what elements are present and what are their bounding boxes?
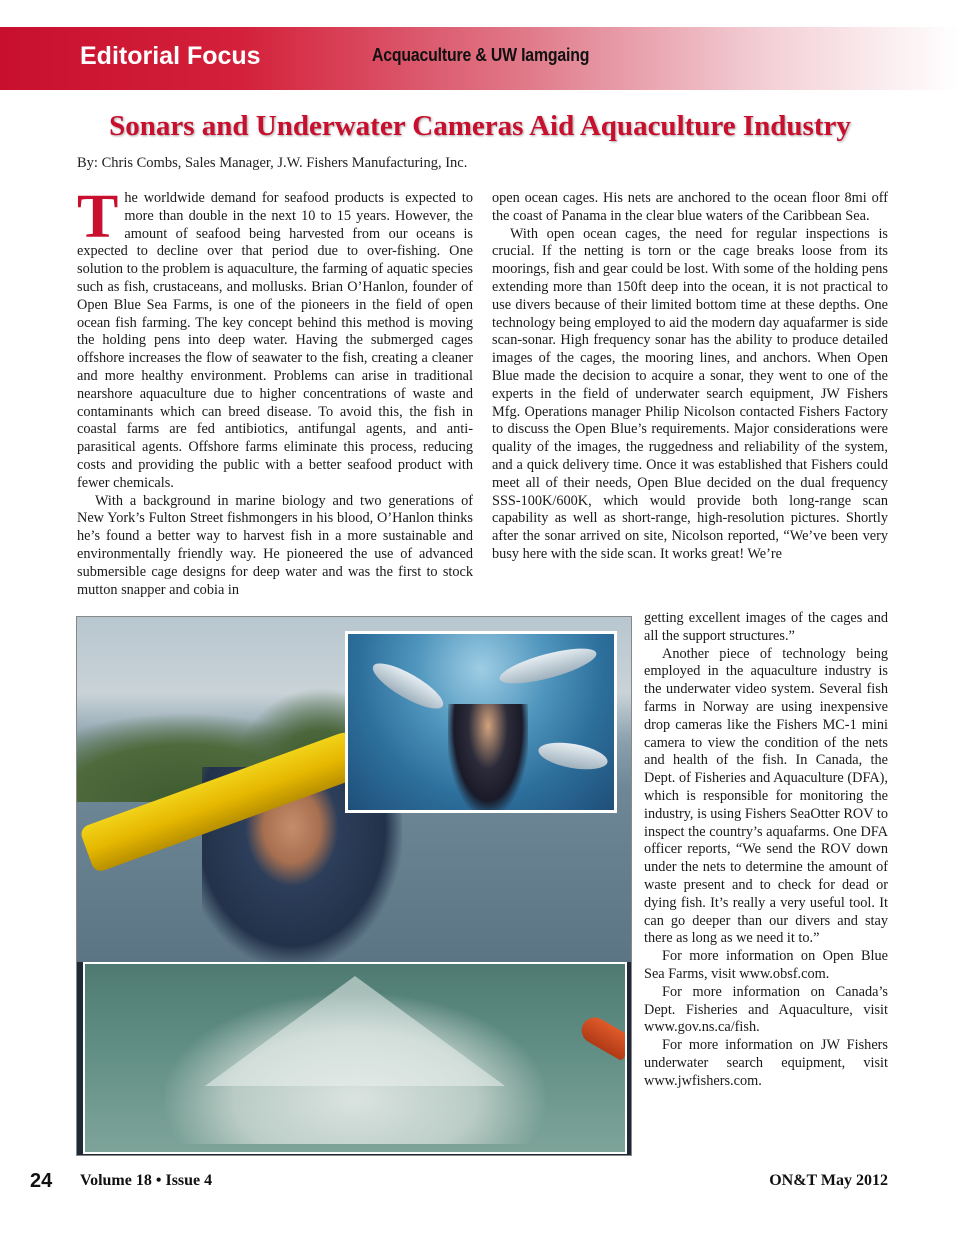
article-column-3	[644, 610, 888, 1150]
paragraph: Another piece of technology being employed in the aquaculture industry is the underwater video system. Several fish farms in Norway are using inexpensive drop cameras like the Fishers MC-1 mini camera to view the condition of the nets and health of the fish. In Canada, the Dept. of Fisheries and Aquaculture (DFA), which is responsible for monitoring the industry, is using Fishers SeaOtter ROV to inspect the country’s aquafarms. One DFA officer reports, “We send the ROV down under the nets to determine the amount of waste present and to check for dead or dying fish. It’s really a very useful tool. It can go deeper than our divers and stay there as long as we need it to.”	[644, 645, 888, 947]
paragraph: With a background in marine biology and two generations of New York’s Fulton Street fishmongers in his blood, O’Hanlon thinks he’s found a better way to harvest fish in a more sustainable and environmentally friendly way. He pioneered the use of advanced submersible cage designs for deep water and was the first to stock mutton snapper and cobia in	[77, 492, 473, 598]
photo-fish-pen-cage	[83, 962, 627, 1154]
photo-boat	[577, 1013, 627, 1062]
footer-volume: Volume 18 • Issue 4	[80, 1172, 213, 1189]
paragraph: getting excellent images of the cages and all the support structures.”	[644, 610, 888, 644]
section-topic: Acquaculture & UW Iamgaing	[372, 45, 590, 65]
page-number: 24	[30, 1170, 53, 1192]
paragraph: With open ocean cages, the need for regular inspections is crucial. If the netting is torn or the cage breaks loose from its moorings, fish and gear could be lost. With some of the holding pens extending more than 150ft deep into the ocean, it is not practical to use divers because of their limited bottom time at these depths. One technology being employed to aid the modern day aquafarmer is side scan-sonar. High frequency sonar has the ability to produce detailed images of the cages, the mooring lines, and anchors. When Open Blue made the decision to acquire a sonar, they went to one of the experts in the field of underwater search equipment, JW Fishers Mfg. Operations manager Philip Nicolson contacted Fishers Factory to discuss the Open Blue’s requirements. Major considerations were quality of the images, the ruggedness and reliability of the system, and a quick delivery time. Once it was established that Fishers could meet all of their needs, Open Blue decided on the dual frequency SSS-100K/600K, which would provide both long-range scan capability as well as short-range, high-resolution pictures. Shortly after the sonar arrived on site, Nicolson reported, “We’ve been very busy here with the side scan. It works great! We’re	[492, 225, 888, 562]
paragraph: For more information on Canada’s Dept. Fisheries and Aquaculture, visit www.gov.ns.ca/fish.	[644, 983, 888, 1036]
photo-fish	[367, 656, 448, 717]
photo-fish	[497, 641, 600, 690]
drop-cap: T	[77, 190, 119, 251]
paragraph: open ocean cages. His nets are anchored to the ocean floor 8mi off the coast of Panama in the clear blue waters of the Caribbean Sea.	[492, 190, 888, 224]
photo-fish	[536, 738, 609, 774]
photo-diver-with-fish	[345, 631, 617, 813]
article-column-2	[492, 190, 888, 612]
section-label: Editorial Focus	[80, 42, 261, 70]
paragraph: For more information on Open Blue Sea Farms, visit www.obsf.com.	[644, 948, 888, 982]
paragraph: The worldwide demand for seafood products is expected to more than double in the next 10 to 15 years. However, the amount of seafood being harvested from our oceans is expected to decline over that period due to over-fishing. One solution to the problem is aquaculture, the farming of aquatic species such as fish, crustaceans, and mollusks. Brian O’Hanlon, founder of Open Blue Sea Farms, is one of the pioneers in the field of open ocean fish farming. The key concept behind this method is moving the holding pens into deep water. Having the submerged cages offshore increases the flow of seawater to the fish, creating a cleaner and more healthy environment. Problems can arise in traditional nearshore aquaculture due to higher concentrations of waste and contaminants which can breed disease. To avoid this, the fish in coastal farms are fed antibiotics, antifungal agents, and anti-parasitical agents. Offshore farms eliminate this process, reducing costs and providing the public with a better seafood product with fewer chemicals.	[77, 190, 473, 491]
footer-issue: ON&T May 2012	[769, 1172, 888, 1189]
article-byline: By: Chris Combs, Sales Manager, J.W. Fishers Manufacturing, Inc.	[77, 155, 468, 171]
article-column-1	[77, 190, 473, 612]
photo-collage	[76, 616, 632, 1156]
article-headline: Sonars and Underwater Cameras Aid Aquaculture Industry	[109, 110, 851, 142]
photo-net-cone	[205, 976, 505, 1086]
photo-diver	[448, 704, 528, 813]
paragraph: For more information on JW Fishers underwater search equipment, visit www.jwfishers.com.	[644, 1037, 888, 1089]
